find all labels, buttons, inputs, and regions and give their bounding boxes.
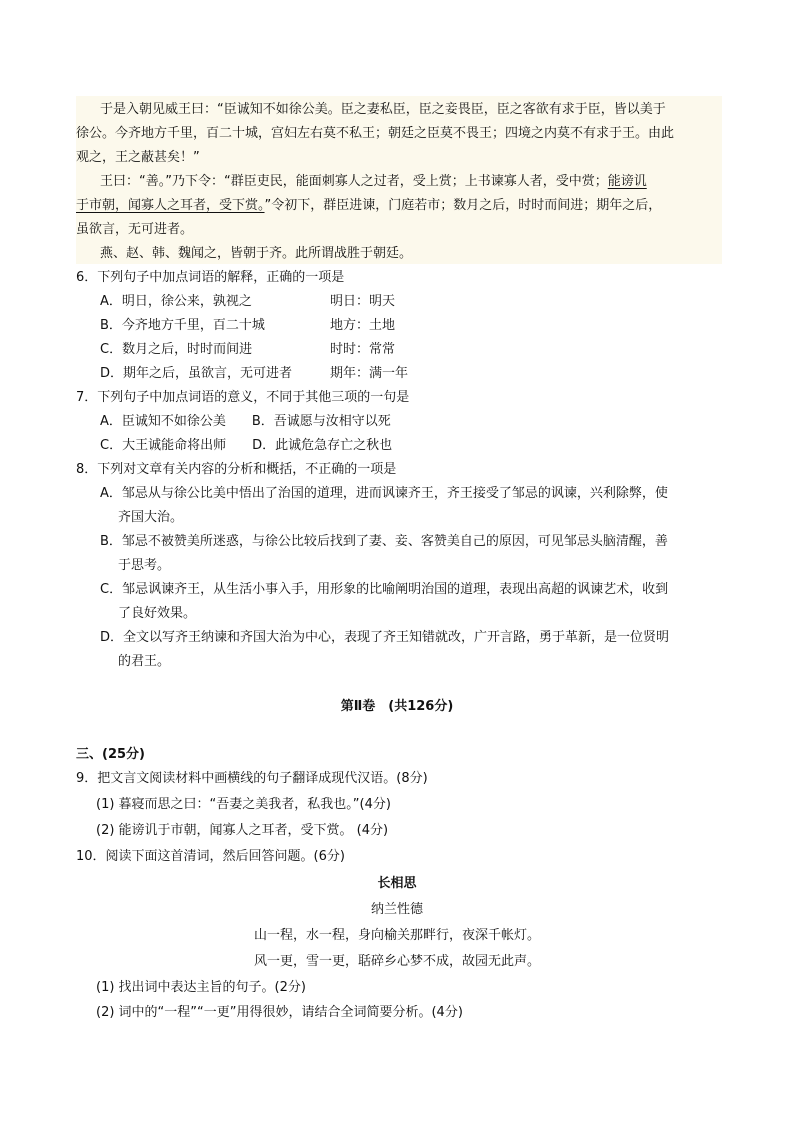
q6-option-b-sentence: B．今齐地方千里，百二十城 [100,318,265,333]
q8-option-a-line1: A．邹忌从与徐公比美中悟出了治国的道理，进而讽谏齐王，齐王接受了邹忌的讽谏，兴利除弊，使 [100,486,668,501]
passage-p1-line3: 观之，王之蔽甚矣！” [76,150,200,165]
q9-sub1: (1) 暮寝而思之曰：“吾妻之美我者，私我也。”(4分) [96,797,391,812]
poem-author: 纳兰性德 [370,902,423,917]
q8-option-b-line2: 于思考。 [118,558,171,573]
volume2-heading: 第Ⅱ卷 (共126分) [340,699,454,714]
poem-line1: 山一程，水一程，身向榆关那畔行，夜深千帐灯。 [253,928,540,943]
q9-stem: 9．把文言文阅读材料中画横线的句子翻译成现代汉语。(8分) [76,771,428,786]
passage-p2-line2 [76,196,661,216]
section3-heading: 三、(25分) [76,747,145,762]
poem-title: 长相思 [377,876,417,891]
passage-p2-line2-text: ”令初下，群臣进谏，门庭若市；数月之后，时时而间进；期年之后， [264,198,662,213]
q10-sub1: (1) 找出词中表达主旨的句子。(2分) [96,980,306,995]
q8-option-d-line2: 的君王。 [118,654,171,669]
q6-option-d-gloss: 期年：满一年 [330,366,409,381]
q6-option-c-gloss: 时时：常常 [330,342,396,357]
passage-p1-line2: 徐公。今齐地方千里，百二十城，宫妇左右莫不私王；朝廷之臣莫不畏王；四境之内莫不有求于王。由此 [76,126,675,141]
q6-stem: 6．下列句子中加点词语的解释，正确的一项是 [76,270,345,285]
q6-option-a-sentence: A．明日，徐公来，孰视之 [100,294,252,309]
passage-p2-line1-text: 王曰：“善。”乃下令：“群臣吏民，能面刺寡人之过者，受上赏；上书谏寡人者，受中赏； [100,174,608,189]
q8-option-a-line2: 齐国大治。 [118,510,184,525]
q7-options-row1: A．臣诚知不如徐公美 B．吾诚愿与汝相守以死 [100,414,391,429]
q9-sub2: (2) 能谤讥于市朝，闻寡人之耳者，受下赏。 (4分) [96,823,389,838]
q10-sub2: (2) 词中的“一程”“一更”用得很妙，请结合全词简要分析。(4分) [96,1005,463,1020]
q8-option-b-line1: B．邹忌不被赞美所迷惑，与徐公比较后找到了妻、妾、客赞美自己的原因，可见邹忌头脑清醒，善 [100,534,668,549]
q8-option-c-line2: 了良好效果。 [118,606,197,621]
underlined-sentence-part1: 能谤讥 [607,174,647,189]
passage-p2-line1 [100,172,647,192]
q10-stem: 10．阅读下面这首清词，然后回答问题。(6分) [76,849,345,864]
passage-p3: 燕、赵、韩、魏闻之，皆朝于齐。此所谓战胜于朝廷。 [100,246,413,261]
q6-option-a [100,292,500,312]
poem-line2: 风一更，雪一更，聒碎乡心梦不成，故园无此声。 [253,954,540,969]
q6-option-a-gloss: 明日：明天 [330,294,396,309]
q8-stem: 8．下列对文章有关内容的分析和概括，不正确的一项是 [76,462,397,477]
q8-option-d-line1: D．全文以写齐王纳谏和齐国大治为中心，表现了齐王知错就改，广开言路，勇于革新，是一位贤明 [100,630,670,645]
q7-stem: 7．下列句子中加点词语的意义，不同于其他三项的一句是 [76,390,410,405]
q6-option-c [100,340,500,360]
q7-options-row2: C．大王诚能命将出师 D．此诚危急存亡之秋也 [100,438,393,453]
q6-option-d-sentence: D．期年之后，虽欲言，无可进者 [100,366,293,381]
underlined-sentence-part2: 于市朝，闻寡人之耳者，受下赏。 [76,198,265,213]
q8-option-c-line1: C．邹忌讽谏齐王，从生活小事入手，用形象的比喻阐明治国的道理，表现出高超的讽谏艺术，收到 [100,582,669,597]
passage-p1-line1: 于是入朝见威王曰：“臣诚知不如徐公美。臣之妻私臣，臣之妾畏臣，臣之客欲有求于臣，皆以美于 [100,102,666,117]
q6-option-b [100,316,500,336]
q6-option-b-gloss: 地方：土地 [330,318,396,333]
q6-option-c-sentence: C．数月之后，时时而间进 [100,342,253,357]
q6-option-d [100,364,500,384]
passage-p2-line3: 虽欲言，无可进者。 [76,222,194,237]
